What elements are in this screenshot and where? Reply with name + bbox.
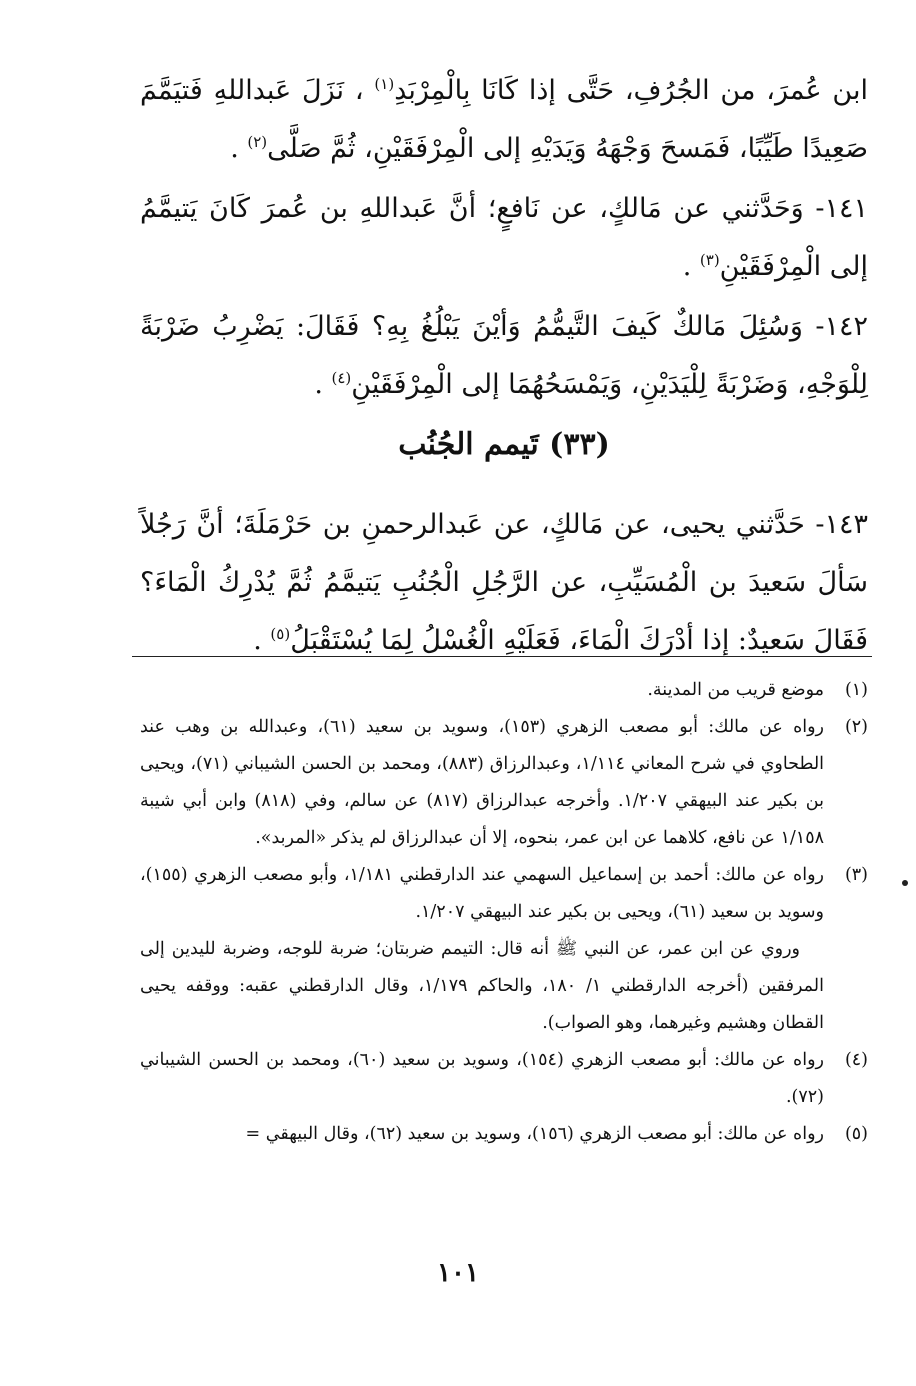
footnote-1 <box>140 672 868 709</box>
paragraph-end: . <box>230 133 248 164</box>
paragraph-text: ١٤٣- حَدَّثني يحيى، عن مَالكٍ، عن عَبدالرحمنِ بن حَرْمَلَةَ؛ أنَّ رَجُلاً سَألَ سَعيدَ بن الْمُسَيِّبِ، عن الرَّجُلِ الْجُنُبِ يَتيمَّمُ ثُمَّ يُدْرِكُ الْمَاءَ؟ فَقَالَ سَعيدٌ: إذا أدْرَكَ الْمَاءَ، فَعَلَيْهِ الْغُسْلُ لِمَا يُسْتَقْبَلُ <box>140 509 868 656</box>
footnote-3 <box>140 857 868 1042</box>
footnote-text: رواه عن مالك: أبو مصعب الزهري (١٥٣)، وسويد بن سعيد (٦١)، وعبدالله بن وهب عند الطحاوي في شرح المعاني ١/١١٤، وعبدالرزاق (٨٨٣)، ومحمد بن الحسن الشيباني (٧١)، ويحيى بن بكير عند البيهقي ١/٢٠٧. وأخرجه عبدالرزاق (٨١٧) عن سالم، وفي (٨١٨) وابن أبي شيبة ١/١٥٨ عن نافع، كلاهما عن ابن عمر، بنحوه، إلا أن عبدالرزاق لم يذكر «المربد». <box>140 717 825 848</box>
footnote-5 <box>140 1116 868 1153</box>
paragraph-text: ، نَزَلَ عَبداللهِ فَتيَمَّمَ صَعِيدًا طَيِّبًا، فَمَسحَ وَجْهَهُ وَيَدَيْهِ إلى الْمِرْفَقَيْنِ، ثُمَّ صَلَّى <box>140 75 868 164</box>
footnote-ref: (٢) <box>247 133 268 151</box>
footnote-text: موضع قريب من المدينة. <box>647 680 824 700</box>
footnote-2 <box>140 709 868 857</box>
paragraph-141 <box>140 180 868 296</box>
paragraph-143 <box>140 496 868 670</box>
paragraph-continuation <box>140 62 868 178</box>
footnote-4 <box>140 1042 868 1116</box>
footnotes <box>140 672 868 1153</box>
footnote-ref: (٥) <box>270 625 291 643</box>
paragraph-end: . <box>253 625 271 656</box>
footnote-body <box>140 857 824 1042</box>
footnote-number: (٤) <box>844 1050 868 1070</box>
footnote-text: رواه عن مالك: أبو مصعب الزهري (١٥٤)، وسويد بن سعيد (٦٠)، ومحمد بن الحسن الشيباني (٧٢). <box>140 1050 824 1107</box>
footnote-ref: (١) <box>374 75 395 93</box>
paragraph-text: ١٤١- وَحَدَّثني عن مَالكٍ، عن نَافعٍ؛ أنَّ عَبداللهِ بن عُمرَ كَانَ يَتيمَّمُ إلى الْمِرْفَقَيْنِ <box>140 193 868 282</box>
margin-mark <box>902 880 908 886</box>
footnote-number: (٣) <box>844 865 868 885</box>
paragraph-end: . <box>682 251 700 282</box>
footnote-number: (١) <box>844 680 868 700</box>
paragraph-142 <box>140 298 868 414</box>
footnote-number: (٥) <box>844 1124 868 1144</box>
footnote-ref: (٣) <box>699 251 720 269</box>
footnote-text-extra: وروي عن ابن عمر، عن النبي ﷺ أنه قال: التيمم ضربتان؛ ضربة للوجه، وضربة لليدين إلى المرفقين (أخرجه الدارقطني ١/ ١٨٠، والحاكم ١/١٧٩، وقال الدارقطني عقبه: ووقفه يحيى القطان وهشيم وغيرهما، وهو الصواب). <box>140 939 824 1033</box>
footnote-number: (٢) <box>844 717 868 737</box>
footnote-ref: (٤) <box>331 369 352 387</box>
section-heading: (٣٣) تَيمم الجُنُب <box>398 427 610 462</box>
footnote-text: رواه عن مالك: أحمد بن إسماعيل السهمي عند الدارقطني ١/١٨١، وأبو مصعب الزهري (١٥٥)، وسويد بن سعيد (٦١)، ويحيى بن بكير عند البيهقي ١/٢٠٧. <box>140 865 824 922</box>
paragraph-text: ١٤٢- وَسُئِلَ مَالكٌ كَيفَ التَّيمُّمُ وَأيْنَ يَبْلُغُ بِهِ؟ فَقَالَ: يَضْرِبُ ضَرْبَةً لِلْوَجْهِ، وَضَرْبَةً لِلْيَدَيْنِ، وَيَمْسَحُهُمَا إلى الْمِرْفَقَيْنِ <box>140 311 868 400</box>
page-number: ١٠١ <box>437 1258 479 1288</box>
paragraph-end: . <box>314 369 332 400</box>
footnote-separator <box>132 656 872 657</box>
paragraph-text: ابن عُمرَ، من الجُرُفِ، حَتَّى إذا كَانَا بِالْمِرْبَدِ <box>394 75 868 106</box>
footnote-text: رواه عن مالك: أبو مصعب الزهري (١٥٦)، وسويد بن سعيد (٦٢)، وقال البيهقي = <box>245 1124 824 1144</box>
